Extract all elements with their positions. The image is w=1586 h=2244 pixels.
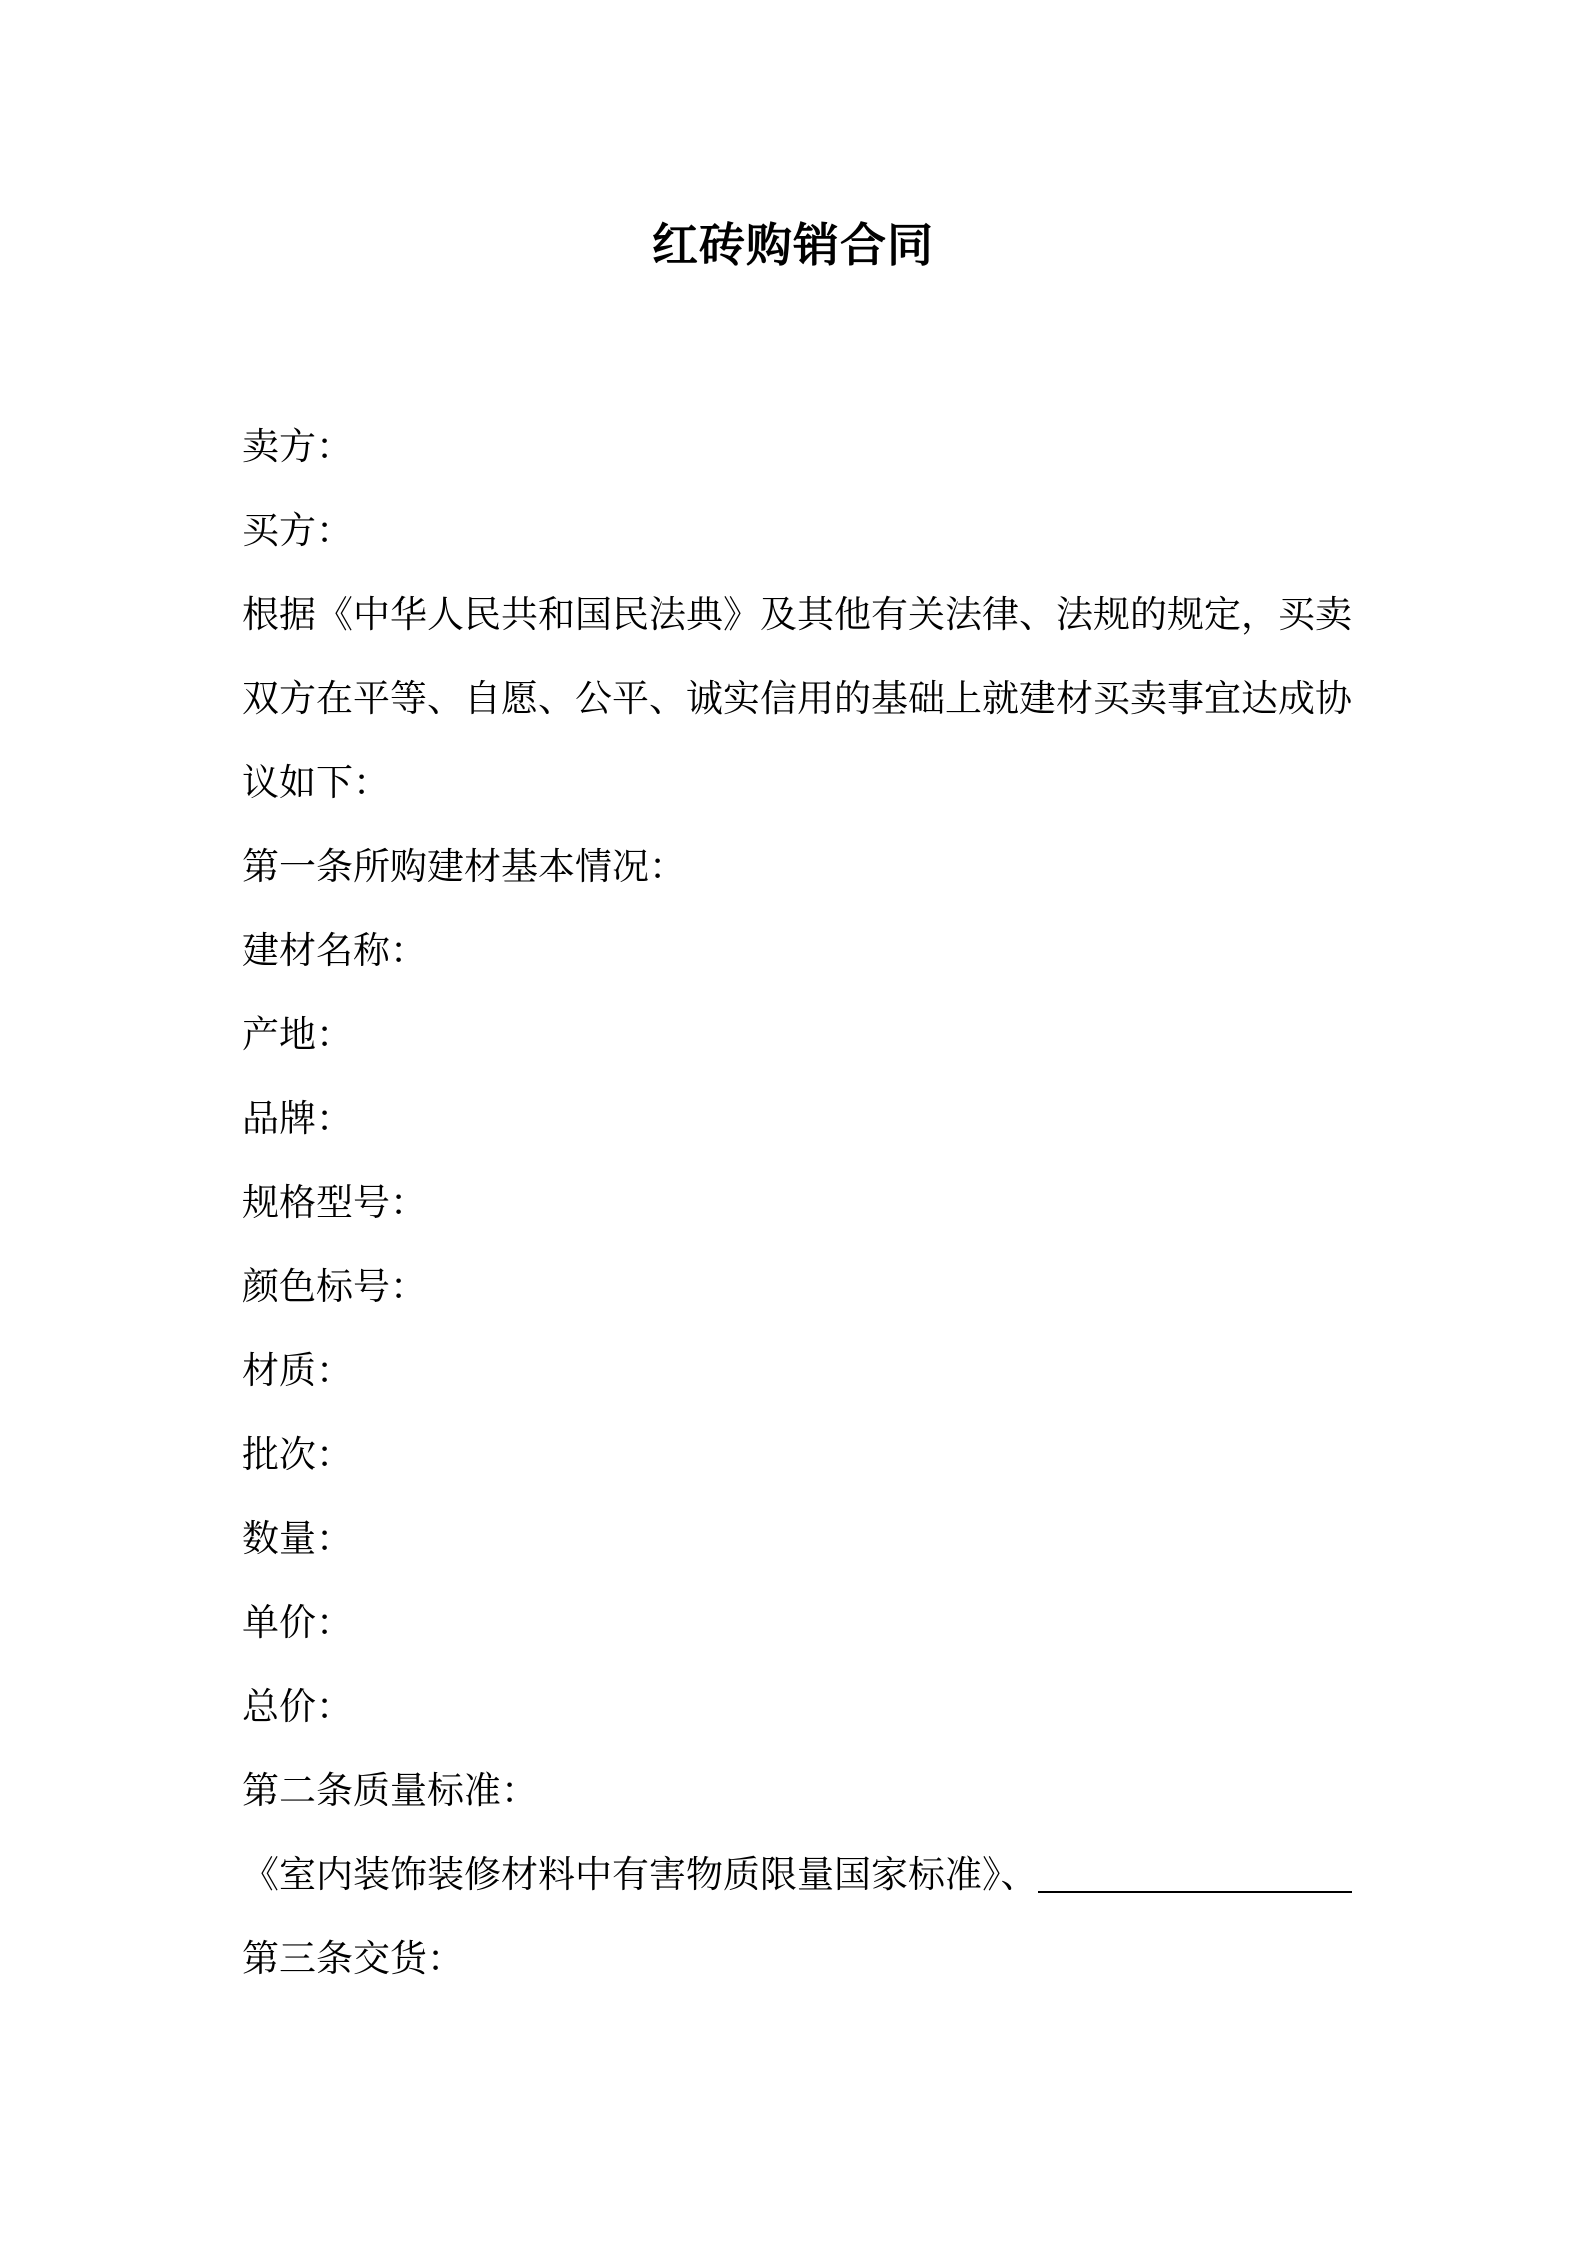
page-title: 红砖购销合同 [652,218,934,272]
field-material-name: 建材名称： [242,929,427,972]
article2-heading: 第二条质量标准： [242,1769,538,1812]
fill-in-blank [1038,1891,1353,1893]
field-unit-price: 单价： [242,1601,353,1644]
field-quantity: 数量： [242,1517,353,1560]
field-batch: 批次： [242,1433,353,1476]
article2-standard-text: 《室内装饰装修材料中有害物质限量国家标准》、 [242,1853,1038,1896]
article1-heading: 第一条所购建材基本情况： [242,845,686,888]
field-material: 材质： [242,1349,353,1392]
field-color-code: 颜色标号： [242,1265,427,1308]
field-brand: 品牌： [242,1097,353,1140]
intro-paragraph: 根据《中华人民共和国民法典》及其他有关法律、法规的规定，买卖双方在平等、自愿、公平、诚实信用的基础上就建材买卖事宜达成协议如下： [242,593,1352,804]
field-total-price: 总价： [242,1685,353,1728]
article2-standard-line [242,1833,1352,1917]
field-spec-model: 规格型号： [242,1181,427,1224]
buyer-label: 买方： [242,509,353,552]
article3-heading: 第三条交货： [242,1937,464,1980]
field-origin: 产地： [242,1013,353,1056]
seller-label: 卖方： [242,425,353,468]
contract-body [242,405,1352,2001]
